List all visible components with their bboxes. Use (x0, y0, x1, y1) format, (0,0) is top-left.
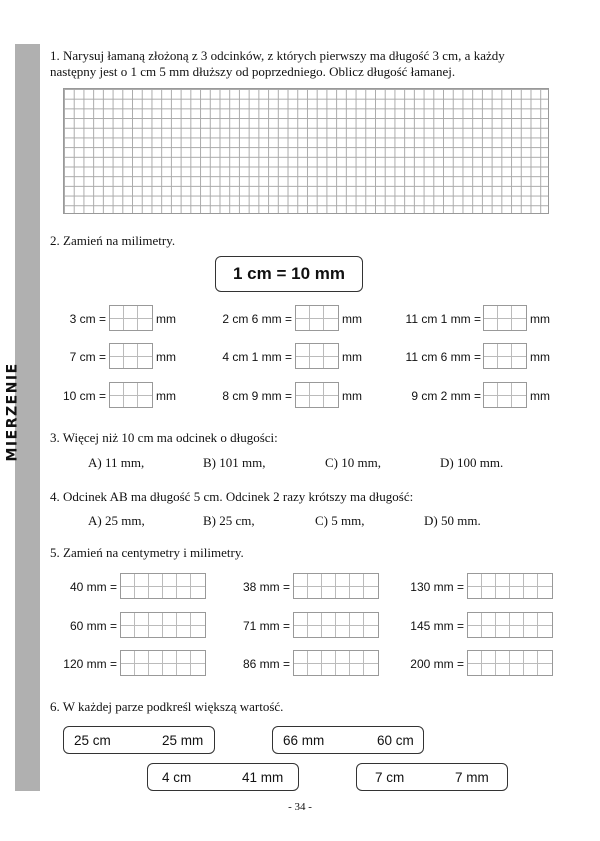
answer-cells[interactable] (293, 650, 379, 676)
q5-item-label: 38 mm = (242, 580, 290, 594)
q2-item-label: 7 cm = (69, 350, 106, 364)
unit-label: mm (156, 350, 176, 364)
answer-cells[interactable] (467, 612, 553, 638)
q2-item-label: 4 cm 1 mm = (222, 350, 292, 364)
answer-cells[interactable] (293, 612, 379, 638)
answer-cells[interactable] (467, 573, 553, 599)
q5-item-label: 200 mm = (410, 657, 464, 671)
question-5-text: 5. Zamień na centymetry i milimetry. (50, 545, 244, 560)
q5-item-label: 145 mm = (410, 619, 464, 633)
pair-value-b[interactable]: 25 mm (162, 733, 204, 748)
q3-option-a[interactable]: A) 11 mm, (88, 455, 145, 470)
answer-cells[interactable] (120, 612, 206, 638)
q5-item-label: 40 mm = (69, 580, 117, 594)
question-2-text: 2. Zamień na milimetry. (50, 233, 176, 248)
q2-item-label: 8 cm 9 mm = (222, 389, 292, 403)
unit-label: mm (342, 389, 362, 403)
pair-value-b[interactable]: 60 cm (377, 733, 414, 748)
answer-cells[interactable] (295, 343, 339, 369)
q5-item-label: 120 mm = (63, 657, 117, 671)
question-3-text: 3. Więcej niż 10 cm ma odcinek o długości: (50, 430, 278, 445)
unit-label: mm (530, 389, 550, 403)
question-6-text: 6. W każdej parze podkreśl większą wartość. (50, 699, 284, 714)
answer-cells[interactable] (109, 305, 153, 331)
answer-cells[interactable] (120, 573, 206, 599)
question-4-text: 4. Odcinek AB ma długość 5 cm. Odcinek 2 razy krótszy ma długość: (50, 489, 414, 504)
pair-value-a[interactable]: 66 mm (283, 733, 325, 748)
conversion-rule-box: 1 cm = 10 mm (215, 256, 363, 292)
unit-label: mm (156, 389, 176, 403)
compare-pair (63, 726, 215, 754)
answer-cells[interactable] (295, 305, 339, 331)
q2-item-label: 2 cm 6 mm = (222, 312, 292, 326)
compare-pair (272, 726, 424, 754)
pair-value-a[interactable]: 25 cm (74, 733, 111, 748)
unit-label: mm (530, 350, 550, 364)
q2-item-label: 9 cm 2 mm = (411, 389, 481, 403)
pair-value-b[interactable]: 7 mm (455, 770, 489, 785)
answer-cells[interactable] (467, 650, 553, 676)
q4-option-d[interactable]: D) 50 mm. (424, 513, 481, 528)
answer-cells[interactable] (293, 573, 379, 599)
q3-option-d[interactable]: D) 100 mm. (440, 455, 504, 470)
q3-option-c[interactable]: C) 10 mm, (325, 455, 381, 470)
q2-item-label: 3 cm = (69, 312, 106, 326)
q2-item-label: 11 cm 1 mm = (405, 312, 481, 326)
pair-value-b[interactable]: 41 mm (242, 770, 284, 785)
q2-item-label: 11 cm 6 mm = (405, 350, 481, 364)
compare-pair (147, 763, 299, 791)
answer-cells[interactable] (295, 382, 339, 408)
unit-label: mm (156, 312, 176, 326)
q5-item-label: 130 mm = (410, 580, 464, 594)
answer-cells[interactable] (483, 305, 527, 331)
page-number: - 34 - (288, 801, 312, 813)
q4-option-b[interactable]: B) 25 cm, (203, 513, 255, 528)
answer-cells[interactable] (483, 382, 527, 408)
q3-option-b[interactable]: B) 101 mm, (203, 455, 266, 470)
q5-item-label: 60 mm = (69, 619, 117, 633)
question-1-text: 1. Narysuj łamaną złożoną z 3 odcinków, z których pierwszy ma długość 3 cm, a każdy następny jest o 1 cm 5 mm dłuższy od poprzedniego. Oblicz długość łamanej. (50, 48, 505, 79)
answer-cells[interactable] (120, 650, 206, 676)
answer-cells[interactable] (483, 343, 527, 369)
q5-item-label: 71 mm = (242, 619, 290, 633)
pair-value-a[interactable]: 4 cm (162, 770, 192, 785)
section-label: MIERZENIE (4, 362, 21, 462)
compare-pair (356, 763, 508, 791)
answer-cells[interactable] (109, 343, 153, 369)
unit-label: mm (342, 312, 362, 326)
answer-cells[interactable] (109, 382, 153, 408)
q2-item-label: 10 cm = (62, 389, 106, 403)
q4-option-a[interactable]: A) 25 mm, (88, 513, 145, 528)
q5-item-label: 86 mm = (242, 657, 290, 671)
q4-option-c[interactable]: C) 5 mm, (315, 513, 365, 528)
pair-value-a[interactable]: 7 cm (375, 770, 405, 785)
unit-label: mm (530, 312, 550, 326)
unit-label: mm (342, 350, 362, 364)
drawing-grid[interactable] (63, 88, 549, 214)
